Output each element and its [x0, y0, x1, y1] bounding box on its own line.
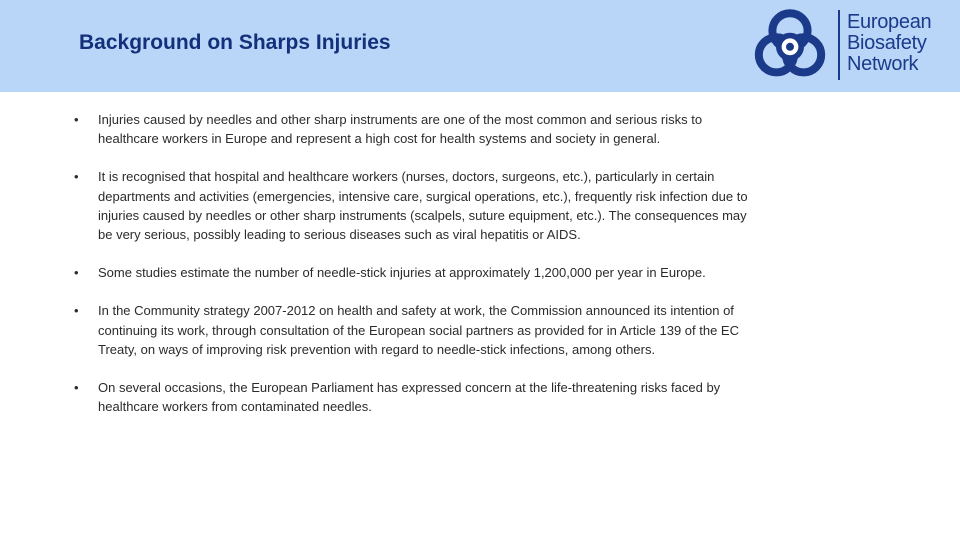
logo-text	[847, 12, 955, 75]
page-title: Background on Sharps Injuries	[79, 31, 391, 54]
bullet-text: Some studies estimate the number of needle-stick injuries at approximately 1,200,000 per year in Europe.	[98, 265, 706, 281]
bullet-text: In the Community strategy 2007-2012 on health and safety at work, the Commission announced its intention of continuing its work, through consultation of the European social partners as provided for in Article 139 of the EC Treaty, on ways of improving risk prevention with regard to needle-stick infections, among others.	[98, 303, 739, 357]
logo-text-line-3: Network	[847, 53, 919, 75]
logo-text-line-1: European	[847, 11, 932, 33]
bullet-marker: •	[74, 303, 79, 319]
bullet-text: It is recognised that hospital and healthcare workers (nurses, doctors, surgeons, etc.), particularly in certain departments and activities (emergencies, intensive care, surgical operations, etc.), frequently risk infection due to injuries caused by needles or other sharp instruments (scalpels, suture equipment, etc.). The consequences may be very serious, possibly leading to serious diseases such as viral hepatitis or AIDS.	[98, 169, 748, 243]
logo-text-line-2: Biosafety	[847, 32, 927, 54]
bullet-list	[74, 110, 764, 435]
bullet-item-hospital-workers	[74, 167, 764, 244]
bullet-marker: •	[74, 380, 79, 396]
european-biosafety-network-logo	[750, 6, 955, 86]
bullet-marker: •	[74, 112, 79, 127]
header-band	[0, 0, 960, 92]
logo-divider	[838, 10, 840, 80]
bullet-marker: •	[74, 169, 79, 185]
bullet-text: On several occasions, the European Parliament has expressed concern at the life-threatening risks faced by healthcare workers from contaminated needles.	[98, 380, 721, 415]
bullet-item-needle-injuries	[74, 110, 764, 148]
bullet-item-community-strategy	[74, 301, 764, 359]
bullet-marker: •	[74, 265, 79, 281]
bullet-item-european-parliament	[74, 378, 764, 416]
bullet-item-injury-estimate	[74, 263, 764, 282]
bullet-text: Injuries caused by needles and other sharp instruments are one of the most common and serious risks to healthcare workers in Europe and represent a high cost for health systems and society in general.	[98, 112, 703, 147]
biohazard-icon	[750, 6, 830, 86]
